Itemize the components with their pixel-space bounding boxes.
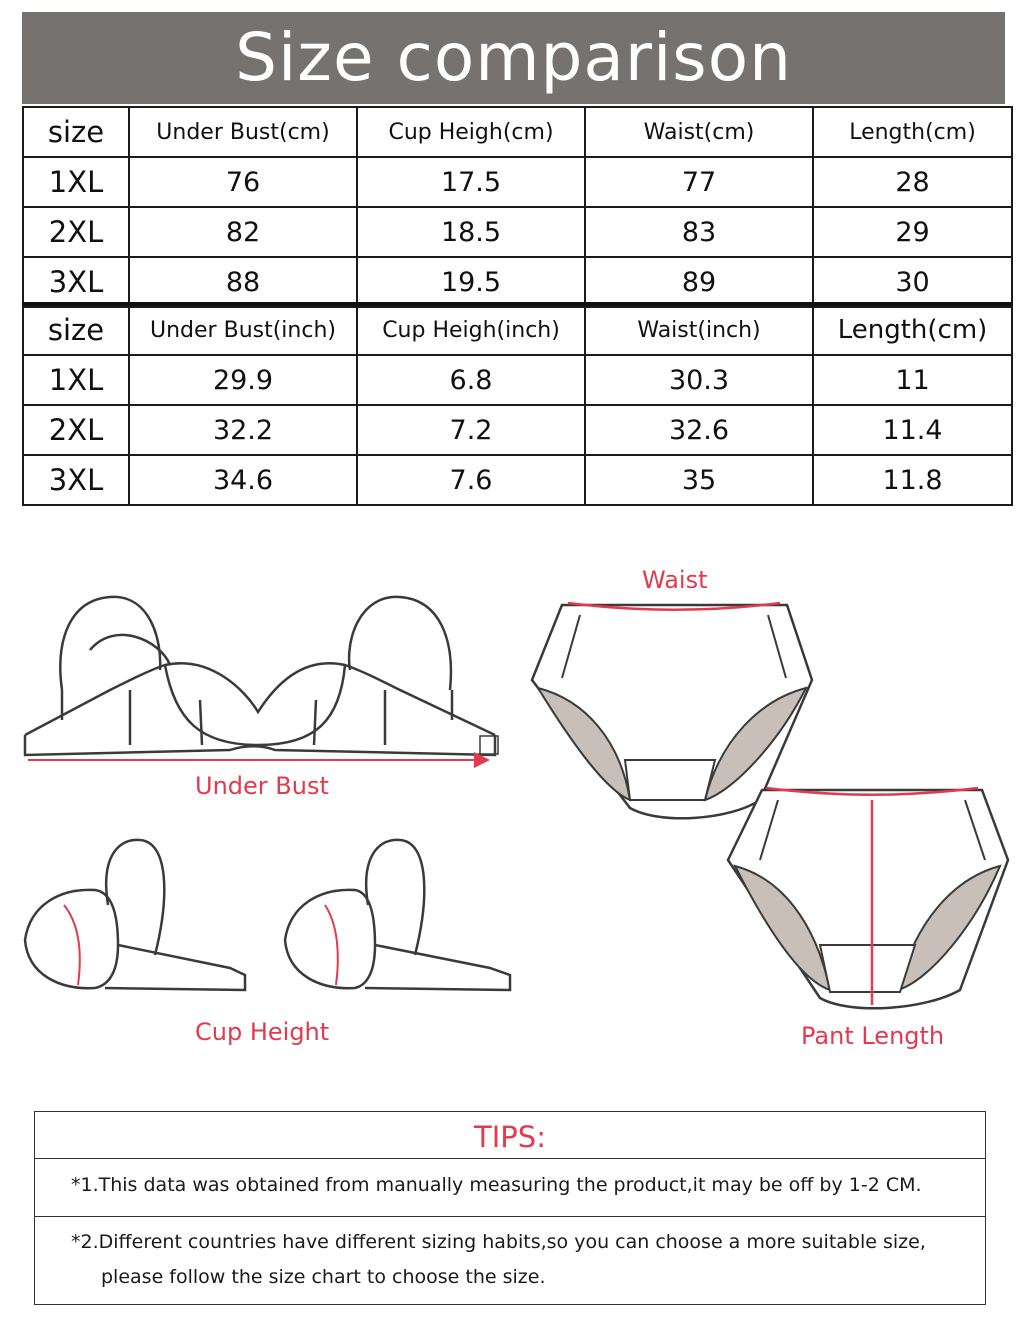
header-cup-height: Cup Heigh(inch) [357, 304, 585, 355]
bra-side-icon [25, 840, 245, 990]
value-cell: 28 [813, 157, 1012, 207]
header-under-bust: Under Bust(cm) [129, 107, 357, 157]
size-cell: 1XL [23, 355, 129, 405]
bra-side-icon [285, 840, 510, 990]
value-cell: 83 [585, 207, 813, 257]
value-cell: 11.4 [813, 405, 1012, 455]
panty-waist-icon [532, 605, 812, 818]
bra-front-icon [25, 597, 498, 755]
header-length: Length(cm) [813, 304, 1012, 355]
value-cell: 77 [585, 157, 813, 207]
size-cell: 1XL [23, 157, 129, 207]
divider [35, 1216, 985, 1217]
value-cell: 29.9 [129, 355, 357, 405]
size-cell: 2XL [23, 207, 129, 257]
value-cell: 19.5 [357, 257, 585, 307]
value-cell: 34.6 [129, 455, 357, 505]
tips-box [34, 1111, 986, 1305]
value-cell: 88 [129, 257, 357, 307]
value-cell: 30.3 [585, 355, 813, 405]
value-cell: 89 [585, 257, 813, 307]
header-waist: Waist(inch) [585, 304, 813, 355]
header-size: size [23, 107, 129, 157]
value-cell: 11.8 [813, 455, 1012, 505]
value-cell: 6.8 [357, 355, 585, 405]
panty-length-icon [728, 790, 1008, 1008]
size-cell: 3XL [23, 257, 129, 307]
value-cell: 17.5 [357, 157, 585, 207]
header-size: size [23, 304, 129, 355]
value-cell: 32.2 [129, 405, 357, 455]
under-bust-label: Under Bust [195, 772, 329, 800]
tip-item-2: *2.Different countries have different sizing habits,so you can choose a more suitable size, [71, 1231, 926, 1253]
size-cell: 2XL [23, 405, 129, 455]
value-cell: 32.6 [585, 405, 813, 455]
cup-height-label: Cup Height [195, 1018, 330, 1046]
value-cell: 35 [585, 455, 813, 505]
value-cell: 7.2 [357, 405, 585, 455]
header-waist: Waist(cm) [585, 107, 813, 157]
value-cell: 11 [813, 355, 1012, 405]
value-cell: 76 [129, 157, 357, 207]
waist-label: Waist [642, 566, 708, 594]
tips-title: TIPS: [474, 1120, 546, 1154]
cup-height-arrow [325, 905, 338, 985]
value-cell: 29 [813, 207, 1012, 257]
header-cup-height: Cup Heigh(cm) [357, 107, 585, 157]
tip-item-1: *1.This data was obtained from manually measuring the product,it may be off by 1-2 CM. [71, 1174, 922, 1196]
tip-item-2-continued: please follow the size chart to choose the size. [101, 1266, 546, 1288]
size-cell: 3XL [23, 455, 129, 505]
header-under-bust: Under Bust(inch) [129, 304, 357, 355]
cup-height-arrow [64, 905, 80, 985]
pant-length-label: Pant Length [801, 1022, 945, 1050]
value-cell: 18.5 [357, 207, 585, 257]
value-cell: 30 [813, 257, 1012, 307]
divider [35, 1158, 985, 1159]
header-length: Length(cm) [813, 107, 1012, 157]
page-title: Size comparison [22, 12, 1005, 104]
value-cell: 82 [129, 207, 357, 257]
value-cell: 7.6 [357, 455, 585, 505]
